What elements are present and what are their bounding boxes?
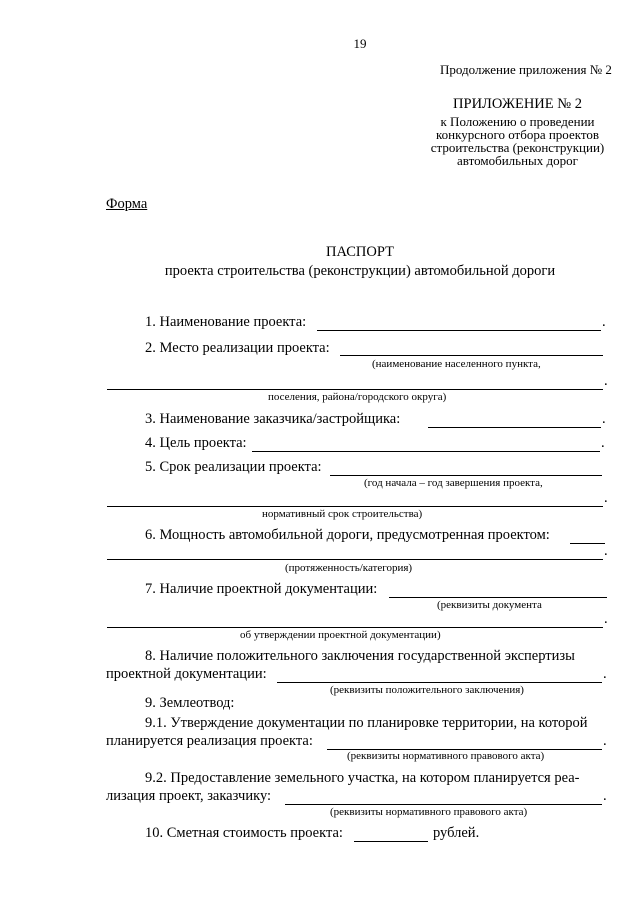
item-5-hint-1: (год начала – год завершения проекта, — [364, 477, 543, 489]
item-4-dot: . — [601, 435, 605, 451]
item-4-label: 4. Цель проекта: — [145, 435, 247, 451]
item-2-field[interactable] — [340, 355, 603, 356]
appendix-line-4: автомобильных дорог — [457, 153, 578, 168]
page-number: 19 — [353, 36, 367, 51]
item-8-hint: (реквизиты положительного заключения) — [330, 684, 524, 696]
item-9-2-field[interactable] — [285, 804, 602, 805]
item-2-hint-1: (наименование населенного пункта, — [372, 358, 541, 370]
appendix-line-3: строительства (реконструкции) — [430, 140, 605, 155]
item-10-field[interactable] — [354, 841, 428, 842]
item-9-1-line-2: планируется реализация проекта: — [106, 733, 313, 749]
item-5-dot: . — [604, 490, 608, 506]
item-6-label: 6. Мощность автомобильной дороги, предусмотренная проектом: — [145, 527, 550, 543]
item-9-1-hint: (реквизиты нормативного правового акта) — [347, 750, 545, 762]
appendix-title: ПРИЛОЖЕНИЕ № 2 — [453, 96, 582, 112]
item-5-field[interactable] — [330, 475, 602, 476]
item-9-1-dot: . — [603, 733, 607, 749]
item-6-hint: (протяженность/категория) — [285, 562, 413, 574]
item-9-2-hint: (реквизиты нормативного правового акта) — [330, 806, 528, 818]
item-6-dot: . — [604, 543, 608, 559]
item-10-unit: рублей. — [433, 825, 480, 841]
item-8-field[interactable] — [277, 682, 602, 683]
item-9-label: 9. Землеотвод: — [145, 695, 235, 711]
item-6-field-cont[interactable] — [107, 559, 603, 560]
item-8-dot: . — [603, 666, 607, 682]
item-1-dot: . — [602, 314, 606, 330]
item-8-line-2: проектной документации: — [106, 666, 267, 682]
item-5-label: 5. Срок реализации проекта: — [145, 459, 322, 475]
item-3-dot: . — [602, 411, 606, 427]
continuation-note: Продолжение приложения № 2 — [440, 62, 612, 77]
item-9-2-line-1: 9.2. Предоставление земельного участка, на котором планируется реа- — [145, 770, 580, 786]
item-1-label: 1. Наименование проекта: — [145, 314, 307, 330]
document-subtitle: проекта строительства (реконструкции) автомобильной дороги — [164, 263, 556, 279]
item-9-2-dot: . — [603, 788, 607, 804]
item-5-hint-2: нормативный срок строительства) — [262, 508, 423, 520]
item-2-field-cont[interactable] — [107, 389, 603, 390]
item-8-line-1: 8. Наличие положительного заключения государственной экспертизы — [145, 648, 575, 664]
item-6-field[interactable] — [570, 543, 605, 544]
item-2-hint-2: поселения, района/городского округа) — [268, 391, 447, 403]
item-7-field-cont[interactable] — [107, 627, 603, 628]
item-7-dot: . — [604, 611, 608, 627]
item-7-hint-2: об утверждении проектной документации) — [240, 629, 441, 641]
item-3-field[interactable] — [428, 427, 601, 428]
item-1-field[interactable] — [317, 330, 601, 331]
item-9-2-line-2: лизация проект, заказчику: — [106, 788, 272, 804]
item-2-label: 2. Место реализации проекта: — [145, 340, 330, 356]
item-7-field[interactable] — [389, 597, 607, 598]
item-10-label: 10. Сметная стоимость проекта: — [145, 825, 343, 841]
item-3-label: 3. Наименование заказчика/застройщика: — [145, 411, 401, 427]
item-7-label: 7. Наличие проектной документации: — [145, 581, 378, 597]
appendix-line-2: конкурсного отбора проектов — [435, 127, 600, 142]
appendix-line-1: к Положению о проведении — [440, 114, 595, 129]
item-7-hint-1: (реквизиты документа — [437, 599, 542, 611]
item-2-dot: . — [604, 373, 608, 389]
document-title: ПАСПОРТ — [326, 244, 394, 260]
item-4-field[interactable] — [252, 451, 600, 452]
form-label: Форма — [106, 196, 148, 212]
item-9-1-line-1: 9.1. Утверждение документации по планировке территории, на которой — [145, 715, 588, 731]
item-5-field-cont[interactable] — [107, 506, 603, 507]
